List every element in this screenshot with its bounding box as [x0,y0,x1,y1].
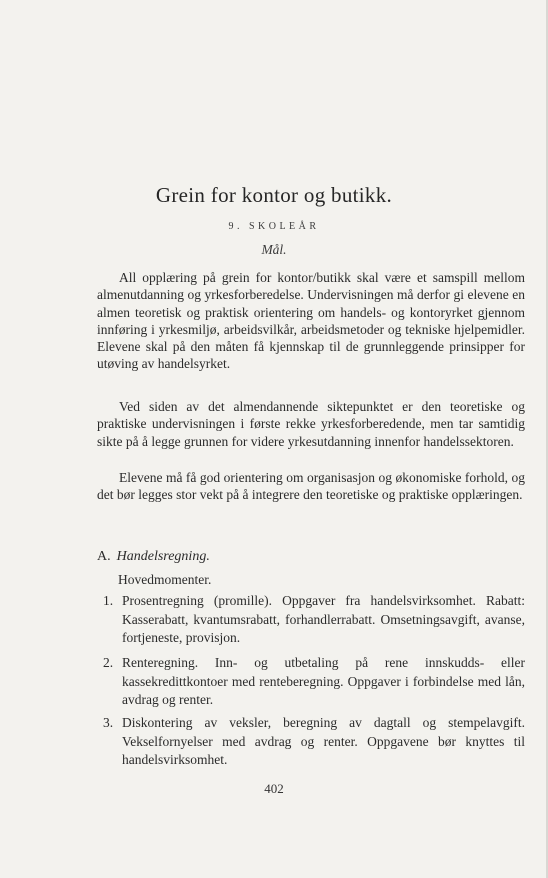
paragraph-1: All opplæring på grein for kontor/butikk skal være et samspill mellom almenutdanning og yrkesforberedelse. Undervisningen må derfor gi elevene en almen teoretisk og praktisk orientering om handels- og kontoryrket gjennom innføring i yrkesmiljø, arbeidsvilkår, arbeidsmetoder og tekniske hjelpemidler. Elevene skal på den måten få kjennskap til de grunnleggende prinsipper for utøving av handelsyrket. [97,270,525,372]
section-heading [97,549,210,565]
list-item [97,654,525,710]
goal-heading: Mål. [261,242,287,257]
list-item-number: 1. [103,593,114,608]
page-number: 402 [264,781,284,796]
list-item-number: 2. [103,655,114,670]
school-year-subtitle: 9. SKOLEÅR [228,221,320,232]
paragraph-2: Ved siden av det almendannende siktepunktet er den teoretiske og praktiske undervisningen i første rekke yrkesforberedende, men tar samtidig sikte på å legge grunnen for videre yrkesutdanning innenfor handelssektoren. [97,399,525,449]
list-item-text: Diskontering av veksler, beregning av dagtall og stempelavgift. Vekselfornyelser med avdrag og renter. Oppgavene bør knyttes til handelsvirksomhet. [122,715,525,768]
list-item [97,714,525,770]
list-item-text: Renteregning. Inn- og utbetaling på rene innskudds- eller kassekredittkontoer med renteberegning. Oppgaver i forbindelse med lån, avdrag og renter. [122,655,525,708]
paragraph-3: Elevene må få god orientering om organisasjon og økonomiske forhold, og det bør legges stor vekt på å integrere den teoretiske og praktiske opplæringen. [97,470,525,503]
section-name: Handelsregning. [116,549,210,564]
list-item-text: Prosentregning (promille). Oppgaver fra handelsvirksomhet. Rabatt: Kasserabatt, kvantumsrabatt, forhandlerrabatt. Omsetningsavgift, avanse, fortjeneste, provisjon. [122,593,525,646]
page-title: Grein for kontor og butikk. [155,183,393,207]
section-subheading: Hovedmomenter. [118,572,212,587]
section-letter: A. [97,549,111,564]
list-item-number: 3. [103,715,114,730]
list-item [97,592,525,648]
